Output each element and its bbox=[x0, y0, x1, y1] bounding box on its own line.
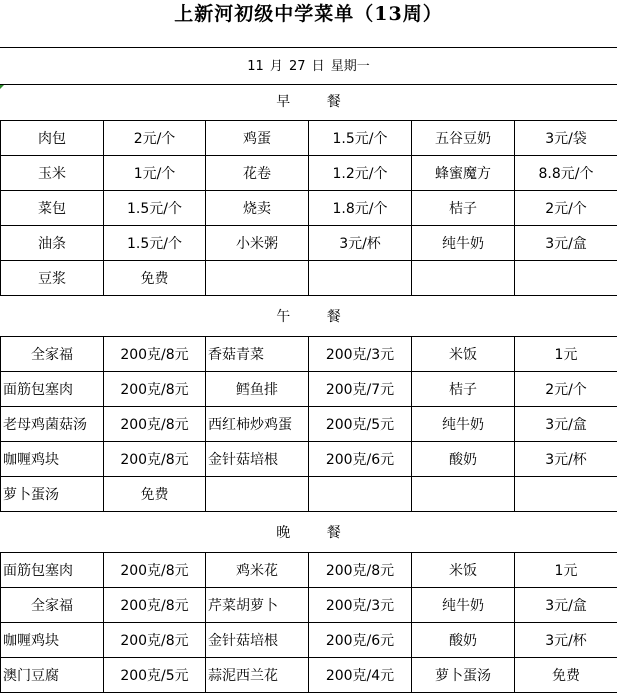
dish-name-cell: 酸奶 bbox=[412, 623, 515, 658]
section-dinner: 晚 餐 bbox=[276, 525, 357, 541]
dish-name-cell: 油条 bbox=[1, 226, 104, 261]
table-row bbox=[1, 156, 617, 191]
dish-name-cell: 玉米 bbox=[1, 156, 104, 191]
price-cell: 2元/个 bbox=[515, 372, 617, 407]
table-row bbox=[1, 372, 617, 407]
table-row bbox=[1, 261, 617, 296]
dish-name-cell: 米饭 bbox=[412, 553, 515, 588]
dish-name-cell: 咖喱鸡块 bbox=[1, 623, 104, 658]
price-cell: 200克/8元 bbox=[104, 623, 206, 658]
dish-name-cell: 鸡蛋 bbox=[206, 121, 309, 156]
dish-name-cell: 西红柿炒鸡蛋 bbox=[206, 407, 309, 442]
price-cell: 2元/个 bbox=[515, 191, 617, 226]
price-cell: 免费 bbox=[104, 261, 206, 296]
table-row bbox=[1, 623, 617, 658]
price-cell: 1.5元/个 bbox=[104, 226, 206, 261]
dish-name-cell: 金针菇培根 bbox=[206, 623, 309, 658]
price-cell: 200克/8元 bbox=[104, 372, 206, 407]
price-cell: 8.8元/个 bbox=[515, 156, 617, 191]
price-cell: 1元/个 bbox=[104, 156, 206, 191]
table-row bbox=[1, 121, 617, 156]
price-cell: 2元/个 bbox=[104, 121, 206, 156]
dish-name-cell: 蒜泥西兰花 bbox=[206, 658, 309, 693]
dish-name-cell: 金针菇培根 bbox=[206, 442, 309, 477]
table-row bbox=[1, 477, 617, 512]
price-cell bbox=[515, 261, 617, 296]
dish-name-cell: 萝卜蛋汤 bbox=[412, 658, 515, 693]
dish-name-cell: 澳门豆腐 bbox=[1, 658, 104, 693]
table-row bbox=[1, 442, 617, 477]
dish-name-cell: 五谷豆奶 bbox=[412, 121, 515, 156]
dish-name-cell: 桔子 bbox=[412, 191, 515, 226]
dish-name-cell: 全家福 bbox=[1, 337, 104, 372]
price-cell: 3元/杯 bbox=[309, 226, 412, 261]
price-cell: 1.2元/个 bbox=[309, 156, 412, 191]
price-cell bbox=[309, 261, 412, 296]
dish-name-cell: 鸡米花 bbox=[206, 553, 309, 588]
price-cell: 1.8元/个 bbox=[309, 191, 412, 226]
menu-title: 上新河初级中学菜单（13周） bbox=[174, 3, 443, 25]
price-cell: 200克/8元 bbox=[309, 553, 412, 588]
price-cell: 1元 bbox=[515, 337, 617, 372]
price-cell: 200克/8元 bbox=[104, 553, 206, 588]
price-cell: 3元/盒 bbox=[515, 407, 617, 442]
price-cell: 200克/4元 bbox=[309, 658, 412, 693]
dish-name-cell: 小米粥 bbox=[206, 226, 309, 261]
price-cell: 200克/8元 bbox=[104, 407, 206, 442]
dish-name-cell: 烧卖 bbox=[206, 191, 309, 226]
menu-date: 11 月 27 日 星期一 bbox=[247, 59, 370, 74]
price-cell: 3元/杯 bbox=[515, 442, 617, 477]
dish-name-cell bbox=[206, 477, 309, 512]
lunch-table bbox=[0, 336, 617, 512]
price-cell: 200克/5元 bbox=[104, 658, 206, 693]
dish-name-cell: 蜂蜜魔方 bbox=[412, 156, 515, 191]
dish-name-cell: 肉包 bbox=[1, 121, 104, 156]
price-cell: 免费 bbox=[515, 658, 617, 693]
price-cell: 3元/盒 bbox=[515, 588, 617, 623]
dish-name-cell: 香菇青菜 bbox=[206, 337, 309, 372]
price-cell: 200克/8元 bbox=[104, 588, 206, 623]
price-cell: 1.5元/个 bbox=[104, 191, 206, 226]
table-row bbox=[1, 588, 617, 623]
price-cell: 200克/6元 bbox=[309, 442, 412, 477]
price-cell: 200克/8元 bbox=[104, 442, 206, 477]
dish-name-cell bbox=[412, 261, 515, 296]
dinner-table bbox=[0, 552, 617, 693]
price-cell: 3元/杯 bbox=[515, 623, 617, 658]
table-row bbox=[1, 553, 617, 588]
price-cell: 3元/袋 bbox=[515, 121, 617, 156]
section-breakfast: 早 餐 bbox=[276, 94, 357, 110]
table-row bbox=[1, 191, 617, 226]
price-cell: 200克/3元 bbox=[309, 588, 412, 623]
dish-name-cell: 纯牛奶 bbox=[412, 226, 515, 261]
price-cell: 200克/6元 bbox=[309, 623, 412, 658]
dish-name-cell: 面筋包塞肉 bbox=[1, 372, 104, 407]
price-cell: 免费 bbox=[104, 477, 206, 512]
breakfast-table bbox=[0, 120, 617, 296]
dish-name-cell: 咖喱鸡块 bbox=[1, 442, 104, 477]
dish-name-cell: 芹菜胡萝卜 bbox=[206, 588, 309, 623]
table-row bbox=[1, 226, 617, 261]
price-cell bbox=[515, 477, 617, 512]
price-cell: 200克/7元 bbox=[309, 372, 412, 407]
dish-name-cell: 面筋包塞肉 bbox=[1, 553, 104, 588]
price-cell bbox=[309, 477, 412, 512]
dish-name-cell: 菜包 bbox=[1, 191, 104, 226]
section-lunch: 午 餐 bbox=[276, 309, 357, 325]
price-cell: 1元 bbox=[515, 553, 617, 588]
price-cell: 200克/3元 bbox=[309, 337, 412, 372]
dish-name-cell: 纯牛奶 bbox=[412, 407, 515, 442]
dish-name-cell: 桔子 bbox=[412, 372, 515, 407]
dish-name-cell: 老母鸡菌菇汤 bbox=[1, 407, 104, 442]
price-cell: 3元/盒 bbox=[515, 226, 617, 261]
price-cell: 1.5元/个 bbox=[309, 121, 412, 156]
dish-name-cell: 花卷 bbox=[206, 156, 309, 191]
table-row bbox=[1, 337, 617, 372]
dish-name-cell: 豆浆 bbox=[1, 261, 104, 296]
dish-name-cell: 纯牛奶 bbox=[412, 588, 515, 623]
table-row bbox=[1, 407, 617, 442]
price-cell: 200克/5元 bbox=[309, 407, 412, 442]
dish-name-cell bbox=[412, 477, 515, 512]
dish-name-cell: 鳕鱼排 bbox=[206, 372, 309, 407]
price-cell: 200克/8元 bbox=[104, 337, 206, 372]
dish-name-cell bbox=[206, 261, 309, 296]
dish-name-cell: 萝卜蛋汤 bbox=[1, 477, 104, 512]
dish-name-cell: 米饭 bbox=[412, 337, 515, 372]
dish-name-cell: 全家福 bbox=[1, 588, 104, 623]
dish-name-cell: 酸奶 bbox=[412, 442, 515, 477]
table-row bbox=[1, 658, 617, 693]
